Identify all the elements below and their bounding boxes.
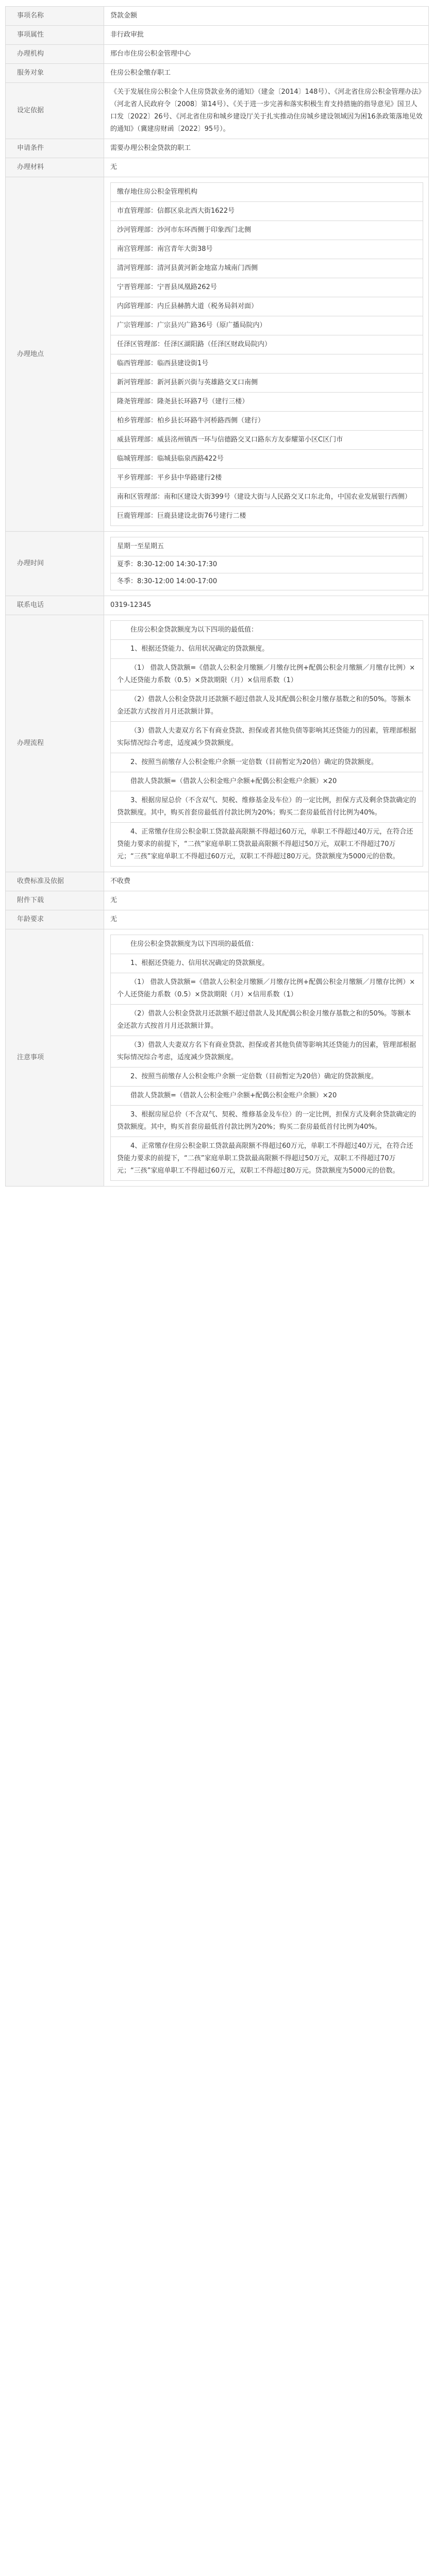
row-name — [6, 7, 429, 26]
hours-header: 星期一至星期五 — [111, 537, 423, 556]
process-step-1: 1、根据还贷能力、信用状况确定的贷款额度。 — [111, 640, 423, 659]
location-item: 平乡管理部：平乡县中华路建行2楼 — [111, 469, 423, 488]
process-step-3: 3、根据房屋总价（不含双气、契税、维修基金及车位）的一定比例，担保方式及剩余贷款确定的贷款额度。其中，购买首套房最低首付款比例为20%；购买二套房最低首付比例为40%。 — [111, 791, 423, 823]
notes-step-3: 3、根据房屋总价（不含双气、契税、维修基金及车位）的一定比例，担保方式及剩余贷款确定的贷款额度。其中，购买首套房最低首付款比例为20%；购买二套房最低首付比例为40%。 — [111, 1106, 423, 1137]
location-item: 内邱管理部：内丘县赫鹊大道（税务局斜对面） — [111, 297, 423, 316]
location-item: 威县管理部：威县洺州镇西一环与信德路交叉口路东方友泰耀第小区C区门市 — [111, 431, 423, 450]
label-process: 办理流程 — [6, 615, 104, 872]
label-hours: 办理时间 — [6, 532, 104, 596]
label-download: 附件下载 — [6, 891, 104, 910]
value-download: 无 — [104, 891, 429, 910]
label-name: 事项名称 — [6, 7, 104, 26]
notes-step-1-formula: （1） 借款人贷款额=《借款人公积金月缴额／月缴存比例+配偶公积金月缴额／月缴存比例）×个人还贷能力系数（0.5）×贷款期限（月）×信用系数（1） — [111, 973, 423, 1005]
value-conditions: 需要办理公积金贷款的职工 — [104, 139, 429, 158]
notes-step-4: 4、正常缴存住房公积金职工贷款最高限额不得超过60万元，单职工不得超过40万元，在符合还贷能力要求的前提下，“二孩”家庭单职工贷款最高限额不得超过50万元，双职工不得超过70万元；“三孩”家庭单职工不得超过60万元，双职工不得超过80万元。贷款额度为5000元的倍数。 — [111, 1137, 423, 1181]
value-target: 住房公积金缴存职工 — [104, 64, 429, 83]
location-item: 任泽区管理部：任泽区湖阳路（任泽区财政局院内） — [111, 335, 423, 354]
location-item: 隆尧管理部：隆尧县长环路7号（建行三楼） — [111, 393, 423, 412]
notes-step-1: 1、根据还贷能力、信用状况确定的贷款额度。 — [111, 954, 423, 973]
value-age: 无 — [104, 910, 429, 929]
row-age — [6, 910, 429, 929]
value-agency: 邢台市住房公积金管理中心 — [104, 45, 429, 64]
notes-intro: 住房公积金贷款额度为以下四项的最低值： — [111, 935, 423, 954]
location-item: 南宫管理部：南宫青年大街38号 — [111, 240, 423, 259]
location-item: 宁晋管理部：宁晋县凤凰路262号 — [111, 278, 423, 297]
notes-steps — [110, 935, 423, 1181]
value-attribute: 非行政审批 — [104, 26, 429, 45]
notes-step-2-formula: 借款人贷款额=（借款人公积金账户余额+配偶公积金账户余额）×20 — [111, 1087, 423, 1106]
notes-step-1-2: （2）借款人公积金贷款月还款额不超过借款人及其配偶公积金月缴存基数之和的50%。等额本金还款方式按首月月还款额计算。 — [111, 1005, 423, 1036]
row-conditions — [6, 139, 429, 158]
location-item: 市直管理部：信都区泉北西大街1622号 — [111, 202, 423, 221]
process-intro: 住房公积金贷款额度为以下四项的最低值： — [111, 621, 423, 640]
label-age: 年龄要求 — [6, 910, 104, 929]
service-info-table — [5, 6, 429, 1187]
hours-winter: 冬季：8:30-12:00 14:00-17:00 — [111, 573, 423, 590]
row-materials — [6, 158, 429, 177]
notes-step-1-3: （3）借款人夫妻双方名下有商业贷款、担保或者其他负债等影响其还贷能力的因素，管理部根据实际情况综合考虑，适度减少贷款额度。 — [111, 1036, 423, 1067]
row-attribute — [6, 26, 429, 45]
location-item: 南和区管理部：南和区建设大街399号（建设大街与人民路交叉口东北角，中国农业发展银行西侧） — [111, 488, 423, 507]
process-step-1-2: （2）借款人公积金贷款月还款额不超过借款人及其配偶公积金月缴存基数之和的50%。等额本金还款方式按首月月还款额计算。 — [111, 690, 423, 722]
process-steps — [110, 620, 423, 867]
location-item: 柏乡管理部：柏乡县长环路牛河桥路西侧（建行） — [111, 412, 423, 431]
process-step-2-formula: 借款人贷款额=（借款人公积金账户余额+配偶公积金账户余额）×20 — [111, 772, 423, 791]
label-locations: 办理地点 — [6, 177, 104, 532]
row-target — [6, 64, 429, 83]
notes-step-2: 2、按照当前缴存人公积金账户余额一定倍数（目前暂定为20倍）确定的贷款额度。 — [111, 1067, 423, 1087]
process-step-1-formula: （1） 借款人贷款额=《借款人公积金月缴额／月缴存比例+配偶公积金月缴额／月缴存比例）×个人还贷能力系数（0.5）×贷款期限（月）×信用系数（1） — [111, 659, 423, 690]
row-phone — [6, 596, 429, 615]
value-basis: 《关于发展住房公积金个人住房贷款业务的通知》（建金〔2014〕148号）、《河北省住房公积金管理办法》（河北省人民政府令〔2008〕第14号）、《关于进一步完善和落实积极生育支持措施的指导意见》国卫人口发〔2022〕26号、《河北省住房和城乡建设厅关于扎实推动住房城乡建设领域因为困16条政策落地见效的通知》（冀建房财函〔2022〕95号）。 — [104, 83, 429, 139]
location-item: 沙河管理部：沙河市东环西侧于印象西门北侧 — [111, 221, 423, 240]
row-process — [6, 615, 429, 872]
hours-summer: 夏季：8:30-12:00 14:30-17:30 — [111, 556, 423, 573]
process-step-2: 2、按照当前缴存人公积金账户余额一定倍数（目前暂定为20倍）确定的贷款额度。 — [111, 753, 423, 772]
service-info-page — [0, 0, 434, 1202]
location-item: 临西管理部：临西县建设街1号 — [111, 354, 423, 374]
row-fee — [6, 872, 429, 891]
value-fee: 不收费 — [104, 872, 429, 891]
value-phone: 0319-12345 — [104, 596, 429, 615]
process-step-4: 4、正常缴存住房公积金职工贷款最高限额不得超过60万元，单职工不得超过40万元，在符合还贷能力要求的前提下，“二孩”家庭单职工贷款最高限额不得超过50万元，双职工不得超过70万元；“三孩”家庭单职工不得超过60万元，双职工不得超过80万元。贷款额度为5000元的倍数。 — [111, 823, 423, 867]
value-notes — [104, 929, 429, 1187]
label-materials: 办理材料 — [6, 158, 104, 177]
row-download — [6, 891, 429, 910]
label-basis: 设定依据 — [6, 83, 104, 139]
locations-header: 缴存地住房公积金管理机构 — [111, 183, 423, 202]
label-fee: 收费标准及依据 — [6, 872, 104, 891]
locations-list — [110, 182, 423, 526]
row-notes — [6, 929, 429, 1187]
location-item: 广宗管理部：广宗县兴广路36号（原广播局院内） — [111, 316, 423, 335]
label-phone: 联系电话 — [6, 596, 104, 615]
location-item: 新河管理部：新河县新兴街与英雄路交叉口南侧 — [111, 374, 423, 393]
row-basis — [6, 83, 429, 139]
location-item: 巨鹿管理部：巨鹿县建设北街76号建行二楼 — [111, 507, 423, 526]
location-item: 清河管理部：清河县黄河新金地富力城南门西侧 — [111, 259, 423, 278]
value-materials: 无 — [104, 158, 429, 177]
label-attribute: 事项属性 — [6, 26, 104, 45]
row-hours — [6, 532, 429, 596]
label-notes: 注意事项 — [6, 929, 104, 1187]
hours-list — [110, 537, 423, 590]
label-agency: 办理机构 — [6, 45, 104, 64]
value-hours — [104, 532, 429, 596]
value-process — [104, 615, 429, 872]
location-item: 临城管理部：临城县临泉西路422号 — [111, 450, 423, 469]
value-locations — [104, 177, 429, 532]
process-step-1-3: （3）借款人夫妻双方名下有商业贷款、担保或者其他负债等影响其还贷能力的因素，管理部根据实际情况综合考虑，适度减少贷款额度。 — [111, 722, 423, 753]
row-locations — [6, 177, 429, 532]
label-target: 服务对象 — [6, 64, 104, 83]
value-name: 贷款金额 — [104, 7, 429, 26]
row-agency — [6, 45, 429, 64]
label-conditions: 申请条件 — [6, 139, 104, 158]
